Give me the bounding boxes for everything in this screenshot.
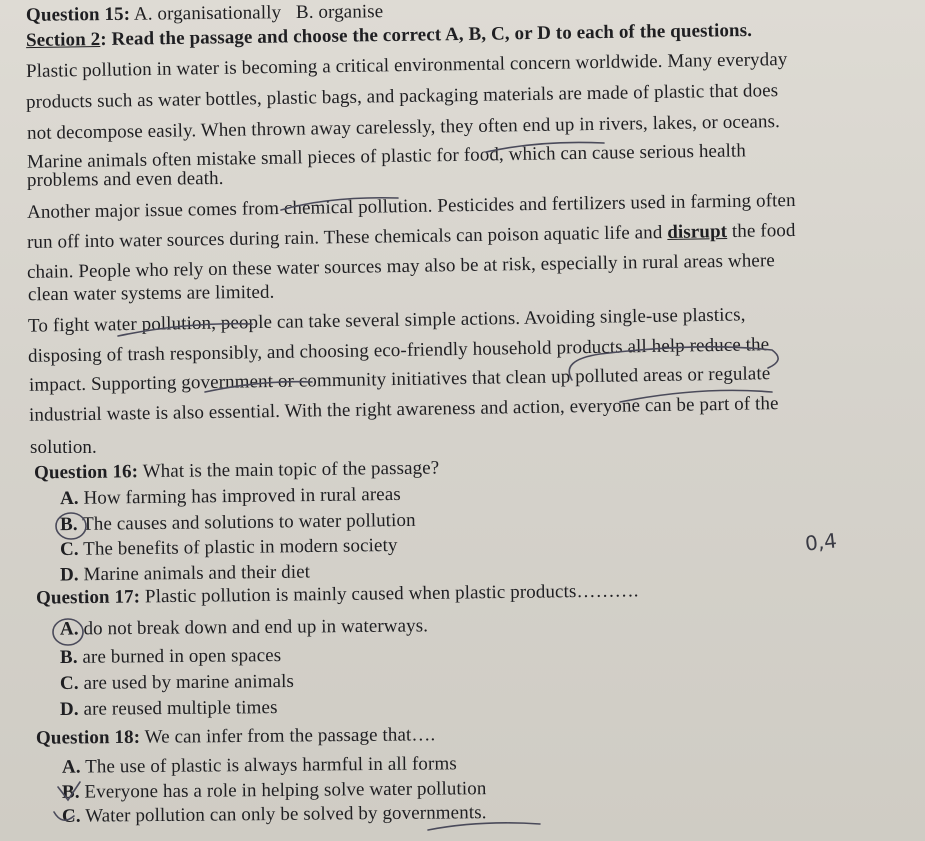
option-b[interactable] (62, 778, 487, 804)
passage-line: To fight water pollution, people can take several simple actions. Avoiding single-use plastics, (27, 304, 746, 337)
option-d[interactable] (60, 697, 278, 721)
option-letter: C. (61, 805, 81, 827)
question-text: We can infer from the passage that…. (140, 724, 436, 748)
passage-line: Another major issue comes from chemical pollution. Pesticides and fertilizers used in farming often (26, 189, 796, 224)
passage-text: the food (726, 219, 796, 243)
option-text: The benefits of plastic in modern society (78, 534, 398, 560)
option-letter: A. (61, 756, 81, 778)
option-text: do not break down and end up in waterways. (78, 615, 429, 640)
option-c[interactable] (62, 802, 487, 828)
option-c[interactable] (60, 671, 294, 695)
passage-line: Plastic pollution in water is becoming a critical environmental concern worldwide. Many everyday (25, 49, 788, 82)
option-letter: C. (59, 672, 79, 695)
option-c[interactable] (60, 535, 398, 561)
option-letter: B. (59, 646, 78, 668)
option-text: Water pollution can only be solved by governments. (80, 802, 487, 827)
passage-line: disposing of trash responsibly, and choosing eco-friendly household products all help reduce the (27, 334, 770, 367)
passage-line: chain. People who rely on these water sources may also be at risk, especially in rural areas where (26, 250, 776, 283)
passage-text: run off into water sources during rain. These chemicals can poison aquatic life and (26, 221, 668, 254)
passage-line: clean water systems are limited. (27, 281, 275, 306)
option-text: How farming has improved in rural areas (78, 483, 401, 509)
option-text: Marine animals and their diet (78, 561, 311, 586)
question-label: Question 17: (35, 586, 141, 609)
q15-line (26, 1, 384, 27)
option-text: are used by marine animals (78, 670, 295, 694)
section2-title: Section 2 (25, 29, 101, 52)
option-letter: B. (59, 513, 78, 536)
option-text: The use of plastic is always harmful in all forms (80, 753, 457, 778)
option-a[interactable] (60, 484, 401, 510)
passage-line: industrial waste is also essential. With the right awareness and action, everyone can be part of the (28, 393, 779, 426)
option-letter: B. (61, 781, 80, 803)
option-text: are reused multiple times (78, 697, 278, 720)
q15-option-b: B. organise (295, 1, 384, 24)
handwritten-score-note: 0,4 (803, 528, 838, 556)
option-letter: A. (59, 618, 79, 640)
question-label: Question 16: (33, 461, 139, 484)
option-a[interactable] (60, 615, 428, 640)
q15-option-a: A. organisationally (133, 2, 282, 25)
passage-line (27, 220, 796, 254)
question-label: Question 18: (35, 726, 141, 749)
option-letter: D. (59, 564, 79, 586)
passage-line: problems and even death. (26, 167, 224, 192)
passage-line: impact. Supporting government or community initiatives that clean up polluted areas or regulate (28, 363, 771, 396)
option-d[interactable] (60, 561, 310, 586)
question-text: Plastic pollution is mainly caused when plastic products………. (140, 580, 639, 608)
passage-line: products such as water bottles, plastic bags, and packaging materials are made of plastic that does (25, 80, 779, 113)
question-16 (34, 458, 440, 485)
question-text: What is the main topic of the passage? (137, 457, 440, 483)
highlighted-word: disrupt (667, 221, 728, 243)
option-b[interactable] (60, 645, 281, 669)
option-a[interactable] (62, 753, 457, 778)
section2-instruction: : Read the passage and choose the correct A, B, C, or D to each of the questions. (100, 19, 753, 51)
option-text: Everyone has a role in helping solve water pollution (79, 778, 487, 803)
option-letter: A. (59, 487, 79, 510)
passage-line: Marine animals often mistake small pieces of plastic for food, which can cause serious health (26, 140, 747, 173)
option-b[interactable] (60, 510, 416, 536)
passage-line: not decompose easily. When thrown away carelessly, they often end up in rivers, lakes, or oceans. (26, 111, 781, 144)
question-18 (36, 724, 435, 749)
option-letter: C. (59, 538, 79, 561)
option-text: are burned in open spaces (77, 645, 282, 668)
option-text: The causes and solutions to water pollution (77, 509, 416, 535)
passage-line: solution. (30, 437, 97, 458)
q15-label: Question 15: (25, 3, 131, 26)
option-letter: D. (59, 698, 79, 720)
